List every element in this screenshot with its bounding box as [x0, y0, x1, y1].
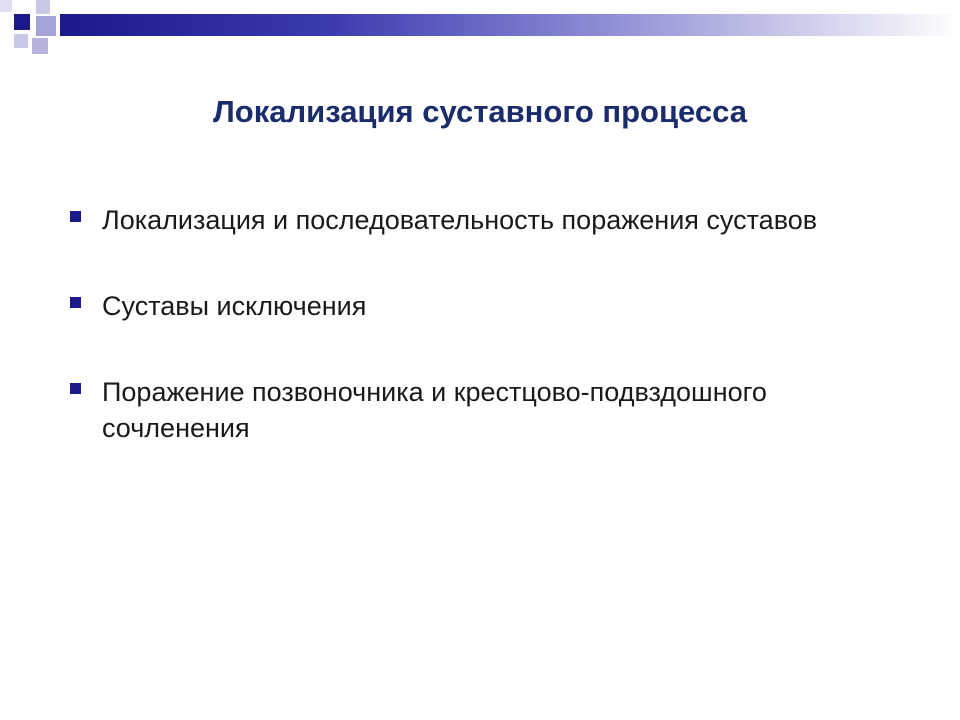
- decor-square-icon: [0, 0, 12, 12]
- square-bullet-icon: [70, 383, 81, 394]
- decor-square-icon: [14, 34, 28, 48]
- decor-square-icon: [14, 14, 30, 30]
- slide-title: Локализация суставного процесса: [213, 94, 747, 129]
- bullet-item: [68, 374, 908, 446]
- bullet-item: [68, 202, 908, 238]
- bullet-text: Суставы исключения: [102, 291, 367, 321]
- decor-square-icon: [36, 0, 50, 14]
- header-gradient-bar: [60, 14, 960, 36]
- bullet-text: Локализация и последовательность поражения суставов: [102, 205, 818, 235]
- square-bullet-icon: [70, 211, 81, 222]
- bullet-text: Поражение позвоночника и крестцово-подвздошного сочленения: [102, 377, 767, 443]
- bullet-item: [68, 288, 908, 324]
- bullet-list: [68, 202, 908, 446]
- square-bullet-icon: [70, 297, 81, 308]
- decor-square-icon: [36, 16, 56, 36]
- decor-square-icon: [32, 38, 48, 54]
